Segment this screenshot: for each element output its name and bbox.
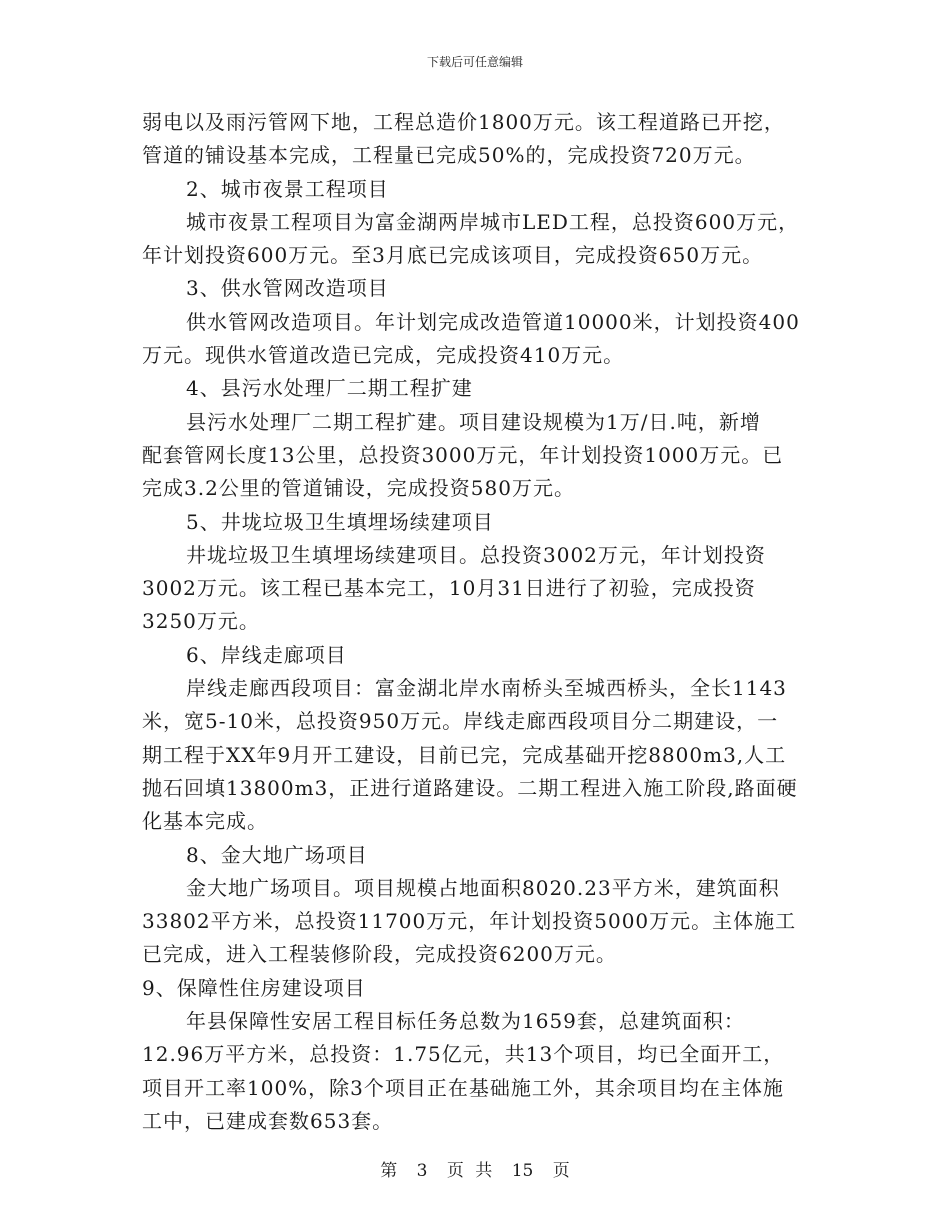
- paragraph-line: 年县保障性安居工程目标任务总数为1659套，总建筑面积：: [186, 1009, 745, 1034]
- paragraph-line: 年计划投资600万元。至3月底已完成该项目，完成投资650万元。: [142, 243, 764, 268]
- paragraph-line: 城市夜景工程项目为富金湖两岸城市LED工程，总投资600万元，: [186, 209, 800, 234]
- footer-prefix: 第: [380, 1161, 398, 1181]
- paragraph-line: 化基本完成。: [142, 809, 268, 834]
- section-heading: 2、城市夜景工程项目: [186, 176, 389, 201]
- paragraph-line: 配套管网长度13公里，总投资3000万元，年计划投资1000万元。已: [142, 442, 784, 467]
- section-heading: 3、供水管网改造项目: [186, 276, 389, 301]
- paragraph-line: 3002万元。该工程已基本完工，10月31日进行了初验，完成投资: [142, 576, 756, 601]
- paragraph-line: 万元。现供水管道改造已完成，完成投资410万元。: [142, 343, 625, 368]
- paragraph-line: 金大地广场项目。项目规模占地面积8020.23平方米，建筑面积: [186, 875, 780, 900]
- section-heading: 4、县污水处理厂二期工程扩建: [186, 376, 473, 401]
- page-footer: [0, 1156, 950, 1181]
- paragraph-line: 井垅垃圾卫生填埋场续建项目。总投资3002万元，年计划投资: [186, 542, 766, 567]
- paragraph-line: 县污水处理厂二期工程扩建。项目建设规模为1万/日.吨，新增: [186, 409, 761, 434]
- paragraph-line: 期工程于XX年9月开工建设，目前已完，完成基础开挖8800m3,人工: [142, 742, 787, 767]
- paragraph-line: 12.96万平方米，总投资：1.75亿元，共13个项目，均已全面开工，: [142, 1042, 785, 1067]
- paragraph-line: 供水管网改造项目。年计划完成改造管道10000米，计划投资400: [186, 309, 800, 334]
- paragraph-line: 已完成，进入工程装修阶段，完成投资6200万元。: [142, 942, 617, 967]
- section-heading: 5、井垅垃圾卫生填埋场续建项目: [186, 509, 494, 534]
- header-text: 下载后可任意编辑: [426, 55, 523, 69]
- footer-suffix: 页: [552, 1161, 570, 1181]
- paragraph-line: 米，宽5-10米，总投资950万元。岸线走廊西段项目分二期建设，一: [142, 709, 779, 734]
- paragraph-line: 33802平方米，总投资11700万元，年计划投资5000万元。主体施工: [142, 909, 797, 934]
- footer-current-page: 3: [416, 1161, 428, 1181]
- footer-total-pages: 15: [511, 1161, 534, 1181]
- section-heading: 8、金大地广场项目: [186, 842, 368, 867]
- paragraph-line: 弱电以及雨污管网下地，工程总造价1800万元。该工程道路已开挖，: [142, 110, 785, 134]
- paragraph-line: 抛石回填13800m3，正进行道路建设。二期工程进入施工阶段,路面硬: [142, 775, 798, 800]
- paragraph-line: 管道的铺设基本完成，工程量已完成50%的，完成投资720万元。: [142, 143, 756, 168]
- section-heading: 9、保障性住房建设项目: [142, 975, 366, 1000]
- paragraph-line: 完成3.2公里的管道铺设，完成投资580万元。: [142, 476, 575, 501]
- page-header: [0, 53, 950, 70]
- footer-middle: 页 共: [446, 1161, 493, 1181]
- paragraph-line: 岸线走廊西段项目：富金湖北岸水南桥头至城西桥头，全长1143: [186, 676, 787, 701]
- document-body: [142, 106, 812, 1138]
- paragraph-line: 项目开工率100%，除3个项目正在基础施工外，其余项目均在主体施: [142, 1075, 784, 1100]
- section-heading: 6、岸线走廊项目: [186, 642, 347, 667]
- paragraph-line: 工中，已建成套数653套。: [142, 1108, 394, 1133]
- paragraph-line: 3250万元。: [142, 609, 260, 634]
